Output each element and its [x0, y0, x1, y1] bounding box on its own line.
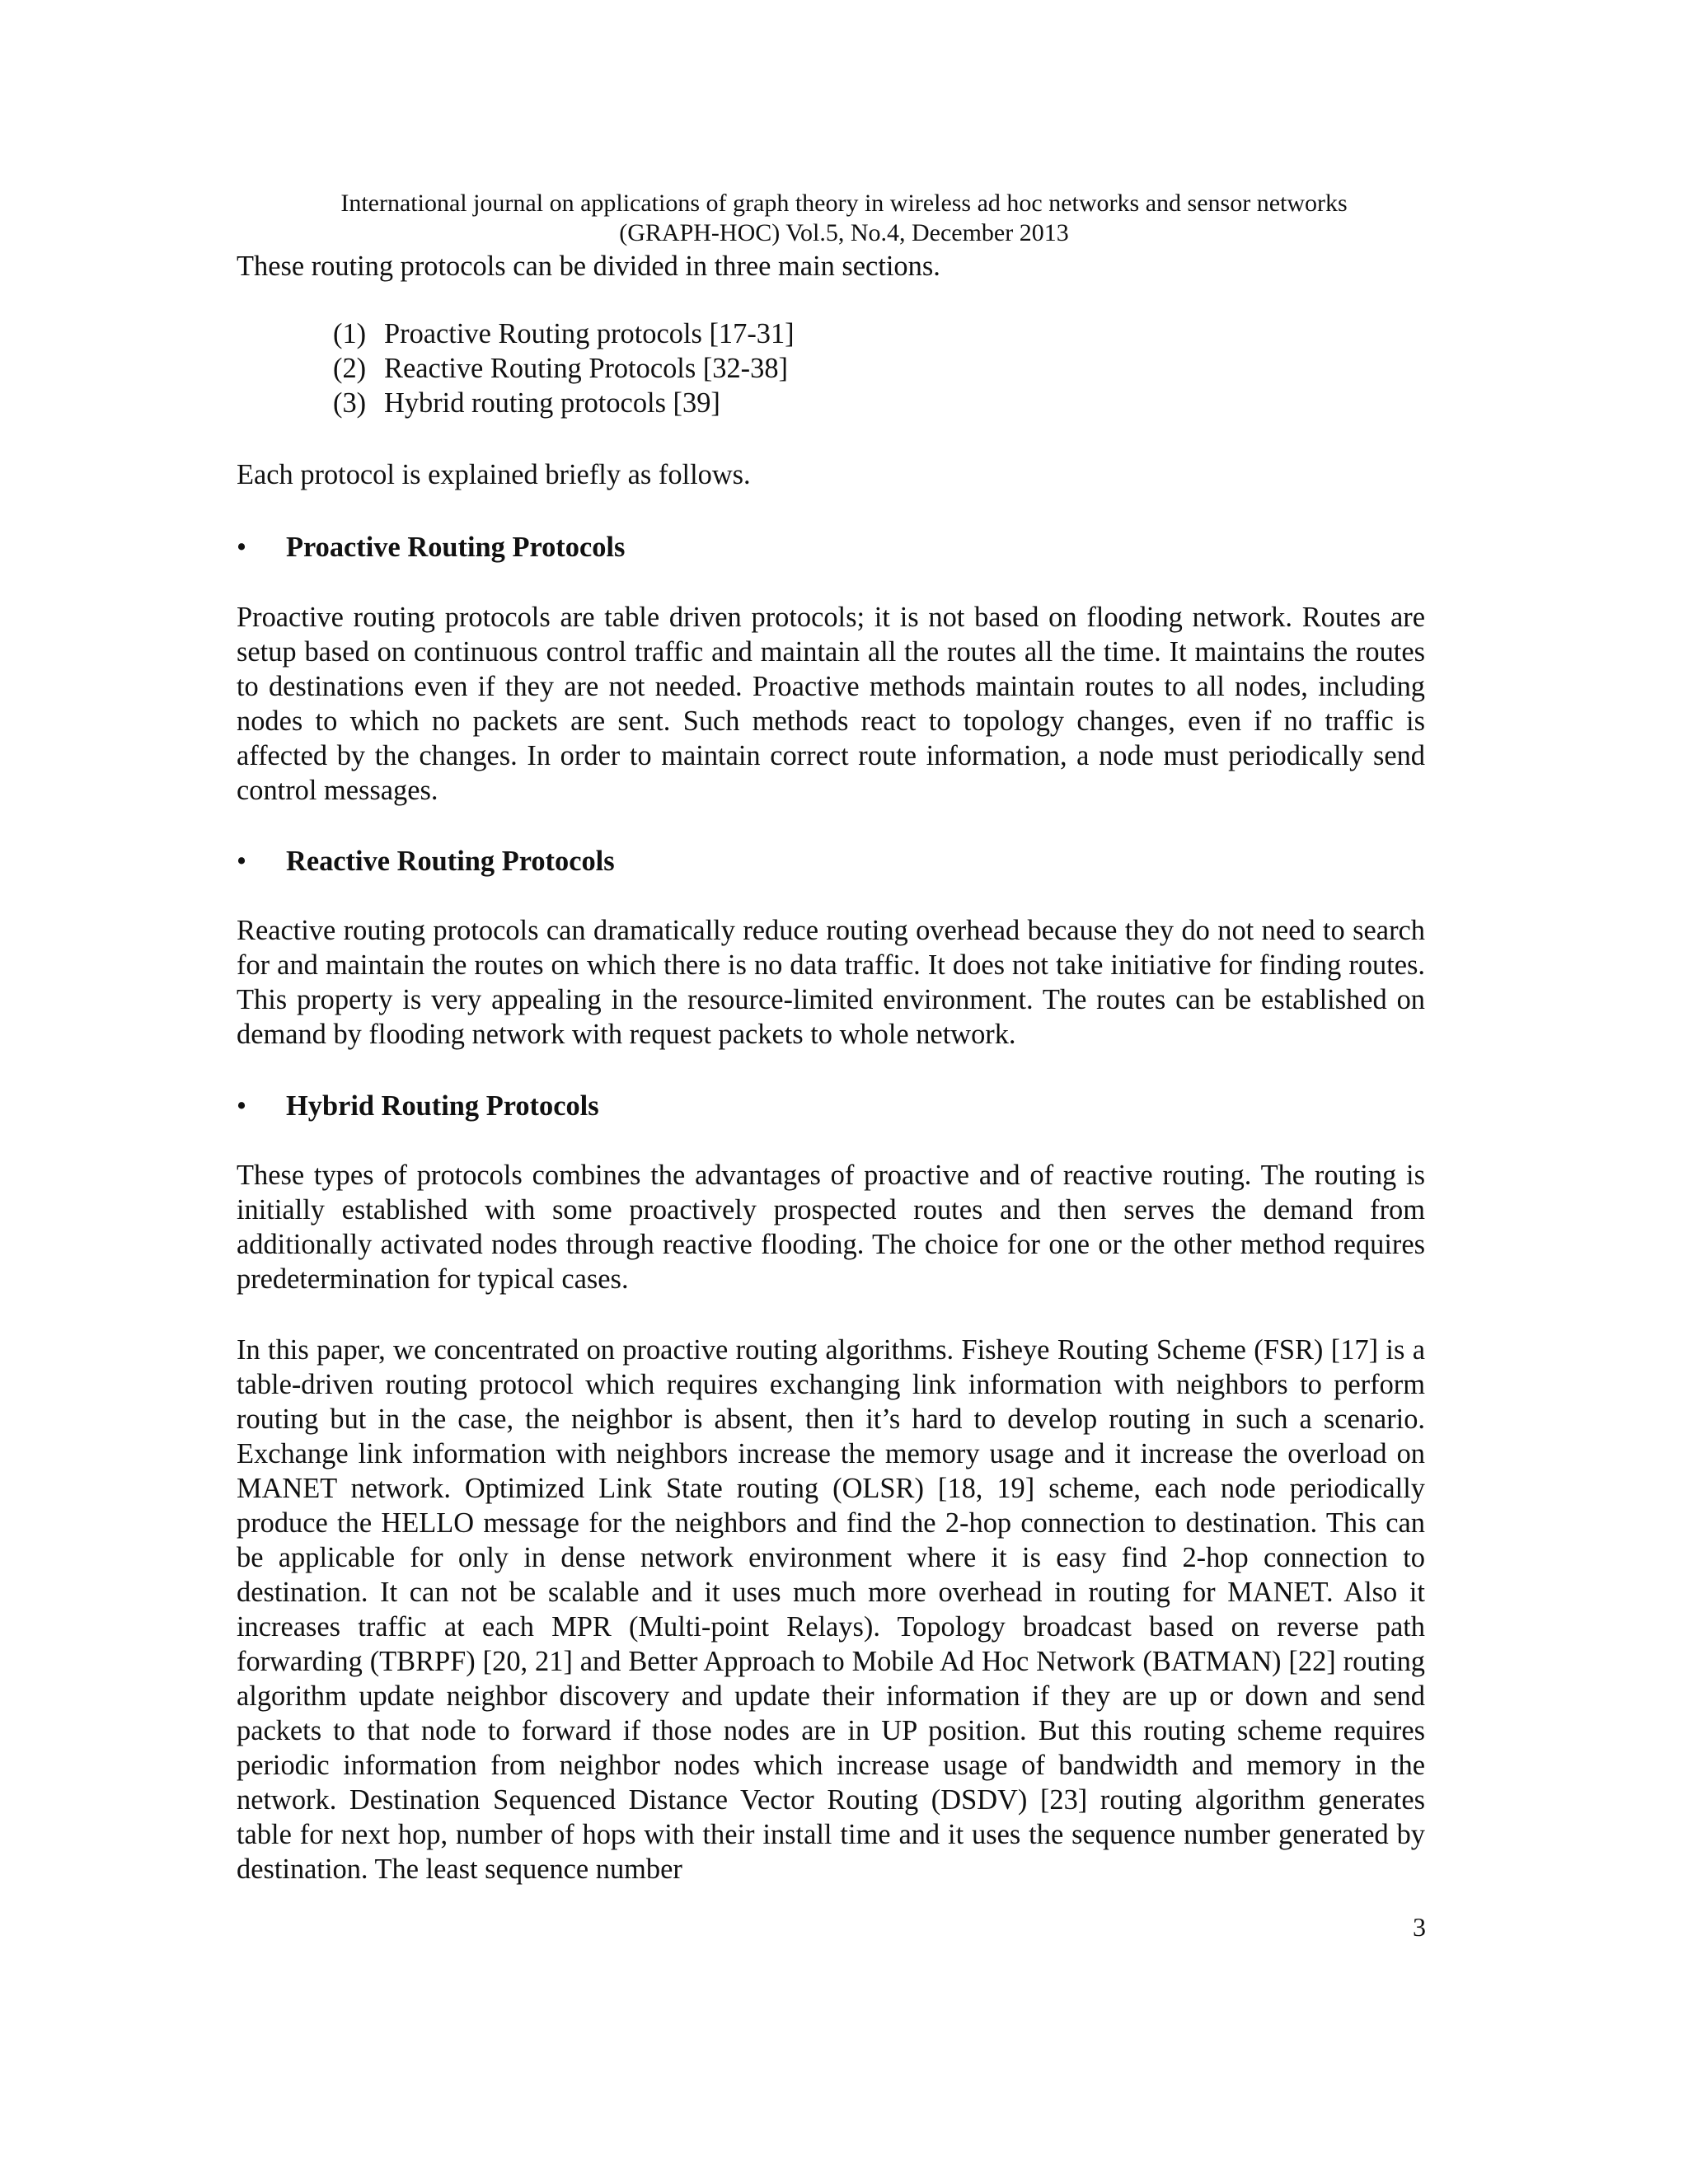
bullet-icon: •: [237, 1090, 247, 1122]
list-item-number: (1): [333, 318, 367, 349]
list-item: [333, 386, 795, 420]
list-item-number: (2): [333, 353, 367, 384]
section-heading-text: Hybrid Routing Protocols: [286, 1090, 599, 1122]
intro-sentence: These routing protocols can be divided in three main sections.: [237, 251, 940, 282]
section-heading-text: Proactive Routing Protocols: [286, 532, 626, 563]
section-heading-text: Reactive Routing Protocols: [286, 846, 615, 877]
journal-header-volume: (GRAPH-HOC) Vol.5, No.4, December 2013: [619, 219, 1069, 246]
bullet-icon: •: [237, 532, 247, 563]
hybrid-paragraph: These types of protocols combines the advantages of proactive and of reactive routing. The routing is initially established with some proactively prospected routes and then serves the demand from additionally activated nodes through reactive flooding. The choice for one or the other method requires predetermination for typical cases.: [237, 1160, 1425, 1295]
reactive-paragraph: Reactive routing protocols can dramatically reduce routing overhead because they do not need to search for and maintain the routes on which there is no data traffic. It does not take initiative for finding routes. This property is very appealing in the resource-limited environment. The routes can be established on demand by flooding network with request packets to whole network.: [237, 915, 1425, 1050]
proactive-paragraph: Proactive routing protocols are table driven protocols; it is not based on flooding network. Routes are setup based on continuous control traffic and maintain all the routes all the time. It maintains the routes to destinations even if they are not needed. Proactive methods maintain routes to all nodes, including nodes to which no packets are sent. Such methods react to topology changes, even if no traffic is affected by the changes. In order to maintain correct route information, a node must periodically send control messages.: [237, 602, 1425, 806]
list-item-text: Proactive Routing protocols [17-31]: [384, 318, 795, 349]
bullet-icon: •: [237, 846, 247, 877]
proactive-algorithms-paragraph: In this paper, we concentrated on proactive routing algorithms. Fisheye Routing Scheme (FSR) [17] is a table-driven routing protocol which requires exchanging link information with neighbors to perform routing but in the case, the neighbor is absent, then it’s hard to develop routing in such a scenario. Exchange link information with neighbors increase the memory usage and it increase the overload on MANET network. Optimized Link State routing (OLSR) [18, 19] scheme, each node periodically produce the HELLO message for the neighbors and find the 2-hop connection to destination. This can be applicable for only in dense network environment where it is easy find 2-hop connection to destination. It can not be scalable and it uses much more overhead in routing for MANET. Also it increases traffic at each MPR (Multi-point Relays). Topology broadcast based on reverse path forwarding (TBRPF) [20, 21] and Better Approach to Mobile Ad Hoc Network (BATMAN) [22] routing algorithm update neighbor discovery and update their information if they are up or down and send packets to that node to forward if those nodes are in UP position. But this routing scheme requires periodic information from neighbor nodes which increase usage of bandwidth and memory in the network. Destination Sequenced Distance Vector Routing (DSDV) [23] routing algorithm generates table for next hop, number of hops with their install time and it uses the sequence number generated by destination. The least sequence number: [237, 1334, 1425, 1885]
protocol-category-list: [333, 316, 795, 420]
section-heading-reactive: [237, 844, 615, 879]
page-number: 3: [1413, 1912, 1426, 1942]
section-heading-proactive: [237, 530, 625, 565]
list-item-text: Reactive Routing Protocols [32-38]: [384, 353, 788, 384]
section-heading-hybrid: [237, 1089, 599, 1123]
list-item-number: (3): [333, 387, 367, 419]
list-item-text: Hybrid routing protocols [39]: [384, 387, 720, 419]
list-item: [333, 351, 795, 386]
explain-sentence: Each protocol is explained briefly as follows.: [237, 459, 751, 490]
list-item: [333, 316, 795, 351]
journal-header-title: International journal on applications of graph theory in wireless ad hoc networks and sensor networks: [340, 190, 1348, 217]
